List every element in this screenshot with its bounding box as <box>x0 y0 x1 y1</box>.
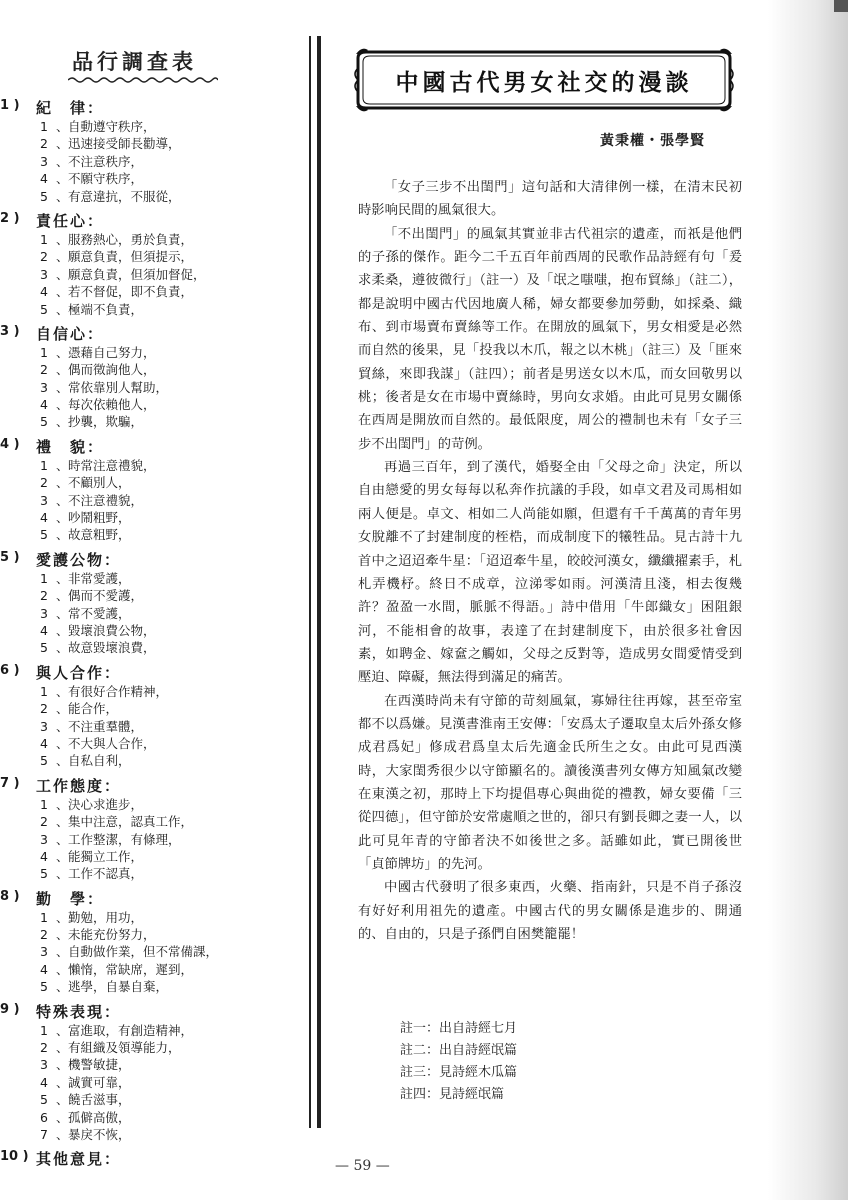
footnote: 註一：出自詩經七月 <box>400 1021 518 1036</box>
option-number: 4 <box>40 510 48 526</box>
option-number: 2 <box>40 814 48 830</box>
option-text: 勤勉，用功， <box>68 909 144 925</box>
option-text: 時常注意禮貌， <box>68 457 156 473</box>
option-text: 不大與人合作， <box>68 735 156 751</box>
section-label: 工作態度： <box>36 776 122 795</box>
option-text: 願意負責，但須加督促， <box>68 266 206 282</box>
option-number: 1 <box>40 344 48 360</box>
section-label: 勤 學： <box>36 889 105 908</box>
section-label: 紀 律： <box>36 99 105 117</box>
option-number: 3 <box>40 379 48 395</box>
section-number: 1 ) <box>0 98 20 113</box>
section-label: 與人合作： <box>36 663 122 682</box>
option-item: 3 、不注重羣體， <box>40 718 144 734</box>
option-number: 5 <box>40 866 48 882</box>
section-label: 其他意見： <box>36 1150 122 1169</box>
option-number: 3 <box>40 605 48 621</box>
option-text: 常不愛護， <box>68 605 131 621</box>
option-item: 4 、吵鬧粗野， <box>40 510 131 526</box>
option-number: 2 <box>40 249 48 265</box>
option-number: 2 <box>40 362 48 378</box>
option-item: 3 、不注意秩序， <box>40 153 144 169</box>
section-heading <box>0 887 305 909</box>
option-item: 2 、不顧別人， <box>40 475 131 491</box>
section-label: 責任心： <box>36 211 105 230</box>
page-edge-shadow <box>768 0 848 1200</box>
option-item: 1 、憑藉自己努力， <box>40 344 156 360</box>
option-text: 有意違抗，不服從， <box>68 188 181 204</box>
option-item: 1 、勤勉，用功， <box>40 909 144 925</box>
article-paragraph: 「女子三步不出閨門」這句話和大清律例一樣，在清末民初時影响民間的風氣很大。 <box>358 180 742 219</box>
option-text: 能獨立工作， <box>68 848 144 864</box>
option-item: 5 、有意違抗，不服從， <box>40 188 181 204</box>
section-number: 7 ) <box>0 775 20 791</box>
option-number: 2 <box>40 927 48 943</box>
option-item: 2 、偶而不愛護， <box>40 588 144 604</box>
option-item: 3 、常依靠別人幫助， <box>40 379 169 395</box>
section-heading <box>0 1147 305 1169</box>
option-number: 5 <box>40 753 48 769</box>
form-section <box>0 1147 305 1169</box>
option-number: 5 <box>40 640 48 656</box>
option-number: 5 <box>40 188 48 204</box>
option-number: 2 <box>40 588 48 604</box>
option-text: 有組織及領導能力， <box>68 1040 181 1056</box>
option-number: 3 <box>40 831 48 847</box>
option-number: 4 <box>40 171 48 187</box>
option-item: 7 、暴戾不恢， <box>40 1126 131 1142</box>
option-text: 誠實可靠， <box>68 1074 131 1090</box>
option-text: 未能充份努力， <box>68 927 156 943</box>
option-number: 2 <box>40 701 48 717</box>
option-text: 工作不認真， <box>68 866 144 882</box>
option-number: 3 <box>40 1057 48 1073</box>
option-number: 4 <box>40 622 48 638</box>
option-text: 抄襲，欺騙， <box>68 414 144 430</box>
option-number: 6 <box>40 1109 48 1125</box>
option-text: 憑藉自己努力， <box>68 344 156 360</box>
column-divider <box>309 36 311 1128</box>
option-text: 集中注意，認真工作， <box>68 814 194 830</box>
option-text: 自私自利， <box>68 753 131 769</box>
option-item: 5 、逃學，自暴自棄， <box>40 979 169 995</box>
article-paragraph: 中國古代發明了很多東西，火藥、指南針，只是不肖子孫沒有好好利用祖先的遺產。中國古代的男女關係是進步的、開通的、自由的，只是子孫們自困樊籠罷！ <box>358 880 742 942</box>
option-item: 3 、工作整潔，有條理， <box>40 831 181 847</box>
option-text: 不注意秩序， <box>68 153 144 169</box>
option-number: 3 <box>40 718 48 734</box>
form-section <box>0 548 305 657</box>
option-item: 4 、不大與人合作， <box>40 735 156 751</box>
option-text: 不注重羣體， <box>68 718 144 734</box>
form-section <box>0 774 305 883</box>
section-label: 禮 貌： <box>36 437 105 456</box>
option-text: 逃學，自暴自棄， <box>68 979 169 995</box>
option-text: 自動遵守秩序， <box>68 119 156 134</box>
option-text: 迅速接受師長勸導， <box>68 136 181 152</box>
option-item: 3 、自動做作業，但不常備課， <box>40 944 219 960</box>
option-number: 1 <box>40 231 48 247</box>
option-number: 5 <box>40 1092 48 1108</box>
option-item: 1 、決心求進步， <box>40 796 144 812</box>
form-section <box>0 887 305 996</box>
option-number: 5 <box>40 301 48 317</box>
option-item: 3 、機警敏捷， <box>40 1057 131 1073</box>
option-text: 若不督促，即不負責， <box>68 284 194 300</box>
option-number: 3 <box>40 266 48 282</box>
option-text: 不願守秩序， <box>68 171 144 187</box>
option-item: 3 、不注意禮貌， <box>40 492 144 508</box>
option-number: 1 <box>40 796 48 812</box>
option-item: 5 、抄襲，欺騙， <box>40 414 144 430</box>
option-text: 願意負責，但須提示， <box>68 249 194 265</box>
option-number: 2 <box>40 1040 48 1056</box>
option-item: 1 、自動遵守秩序， <box>40 119 156 134</box>
section-heading <box>0 661 305 683</box>
option-number: 1 <box>40 909 48 925</box>
option-item: 3 、常不愛護， <box>40 605 131 621</box>
section-number: 10 ) <box>0 1149 29 1165</box>
option-item: 5 、極端不負責， <box>40 301 144 317</box>
option-number: 1 <box>40 1022 48 1038</box>
option-text: 極端不負責， <box>68 301 144 317</box>
option-item: 2 、願意負責，但須提示， <box>40 249 194 265</box>
form-section <box>0 322 305 431</box>
form-sections <box>0 96 305 1173</box>
section-number: 2 ) <box>0 210 20 226</box>
option-item: 3 、願意負責，但須加督促， <box>40 266 206 282</box>
option-text: 孤僻高傲， <box>68 1109 131 1125</box>
page-edge-mark <box>834 0 848 12</box>
option-number: 5 <box>40 979 48 995</box>
footnote: 註二：出自詩經氓篇 <box>400 1043 518 1058</box>
option-text: 饒舌滋事， <box>68 1092 131 1108</box>
section-heading <box>0 322 305 344</box>
option-item: 1 、富進取，有創造精神， <box>40 1022 194 1038</box>
option-item: 2 、集中注意，認真工作， <box>40 814 194 830</box>
option-text: 偶而徵詢他人， <box>68 362 156 378</box>
option-text: 吵鬧粗野， <box>68 510 131 526</box>
option-number: 5 <box>40 414 48 430</box>
article-title: 中國古代男女社交的漫談 <box>395 70 693 96</box>
option-item: 4 、每次依賴他人， <box>40 397 156 413</box>
option-text: 故意毀壞浪費， <box>68 640 156 656</box>
option-item: 1 、有很好合作精神， <box>40 683 169 699</box>
column-divider-thick <box>317 36 321 1128</box>
option-text: 每次依賴他人， <box>68 397 156 413</box>
article-paragraph: 「不出閨門」的風氣其實並非古代祖宗的遺產，而祇是他們的子孫的傑作。距今二千五百年前西周的民歌作品詩經有句「爰求柔桑，遵彼微行」（註一）及「氓之嗤嗤，抱布貿絲」（註二），都是說明中國古代因地廣人稀，婦女都要參加勞動，如採桑、織布、到市場賣布賣絲等工作。在開放的風氣下，男女相愛是必然而自然的後果，見「投我以木爪，報之以木桃」（註三）及「匪來貿絲，來即我謀」（註四）；前者是男送女以木瓜，而女回敬男以桃；後者是女在市場中賣絲時，男向女求婚。由此可見男女關係在西周是開放而自然的。最低限度，周公的禮制也未有「女子三步不出閨門」的苛例。 <box>358 226 742 452</box>
option-number: 3 <box>40 153 48 169</box>
form-section <box>0 209 305 318</box>
option-number: 1 <box>40 683 48 699</box>
option-number: 4 <box>40 961 48 977</box>
article-body <box>358 176 742 946</box>
option-number: 2 <box>40 475 48 491</box>
option-item: 5 、故意粗野， <box>40 527 131 543</box>
option-text: 決心求進步， <box>68 796 144 812</box>
option-number: 2 <box>40 136 48 152</box>
section-heading <box>0 96 305 118</box>
wavy-underline <box>68 76 218 84</box>
option-number: 1 <box>40 570 48 586</box>
option-text: 常依靠別人幫助， <box>68 379 169 395</box>
option-text: 工作整潔，有條理， <box>68 831 181 847</box>
option-number: 1 <box>40 119 48 134</box>
section-number: 4 ) <box>0 436 20 452</box>
option-text: 非常愛護， <box>68 570 131 586</box>
section-number: 9 ) <box>0 1001 20 1017</box>
article-paragraph: 在西漢時尚未有守節的苛刻風氣，寡婦往往再嫁，甚至帝室都不以爲嫌。見漢書淮南王安傳：「安爲太子遷取皇太后外孫女修成君爲妃」修成君爲皇太后先適金氏所生之女。由此可見西漢時，大家閨秀很少以守節顯名的。讀後漢書列女傳方知風氣改變在東漢之初，那時上下均提倡專心與曲從的禮教，婦女要備「三從四德」，但守節於安常處順之世的，卻只有劉長卿之妻一人，以此可見年青的守節者決不如後世之多。話雖如此，實已開後世「貞節牌坊」的先河。 <box>358 693 742 872</box>
option-number: 5 <box>40 527 48 543</box>
option-number: 1 <box>40 457 48 473</box>
option-text: 懶惰，常缺席，遲到， <box>68 961 194 977</box>
article-paragraph: 再過三百年，到了漢代，婚娶全由「父母之命」決定，所以自由戀愛的男女每每以私奔作抗議的手段，如卓文君及司馬相如兩人便是。卓文、相如二人尚能如願，但還有千千萬萬的青年男女脫離不了封建制度的桎梏，而成制度下的犧牲品。見古詩十九首中之迢迢牽牛星：「迢迢牽牛星，皎皎河漢女，纖纖擢素手，札札弄機杼。終日不成章，泣涕零如雨。河漢清且淺，相去復幾許？盈盈一水間，脈脈不得語。」詩中借用「牛郎織女」困阻銀河，不能相會的故事，表達了在封建制度下，由於很多社會因素，如聘金、嫁奩之觸如，父母之反對等，造成男女間愛情受到壓迫、障礙，無法得到滿足的痛苦。 <box>358 460 742 686</box>
option-item: 5 、工作不認真， <box>40 866 144 882</box>
option-item: 5 、饒舌滋事， <box>40 1092 131 1108</box>
option-number: 3 <box>40 944 48 960</box>
option-number: 4 <box>40 397 48 413</box>
option-text: 能合作， <box>68 701 119 717</box>
option-text: 富進取，有創造精神， <box>68 1022 194 1038</box>
section-number: 6 ) <box>0 662 20 678</box>
option-item: 4 、若不督促，即不負責， <box>40 284 194 300</box>
section-heading <box>0 435 305 457</box>
option-text: 不顧別人， <box>68 475 131 491</box>
option-text: 暴戾不恢， <box>68 1126 131 1142</box>
option-item: 2 、有組織及領導能力， <box>40 1040 181 1056</box>
option-item: 4 、能獨立工作， <box>40 848 144 864</box>
option-text: 機警敏捷， <box>68 1057 131 1073</box>
option-item: 4 、毀壞浪費公物， <box>40 622 156 638</box>
option-item: 5 、故意毀壞浪費， <box>40 640 156 656</box>
form-section <box>0 435 305 544</box>
option-text: 毀壞浪費公物， <box>68 622 156 638</box>
option-number: 4 <box>40 284 48 300</box>
option-item: 2 、偶而徵詢他人， <box>40 362 156 378</box>
article-authors: 黃秉權・張學賢 <box>600 133 705 149</box>
footnote: 註四：見詩經氓篇 <box>400 1087 505 1102</box>
option-number: 4 <box>40 1074 48 1090</box>
option-text: 有很好合作精神， <box>68 683 169 699</box>
option-number: 4 <box>40 735 48 751</box>
option-number: 3 <box>40 492 48 508</box>
option-number: 4 <box>40 848 48 864</box>
option-item: 2 、未能充份努力， <box>40 927 156 943</box>
option-item: 5 、自私自利， <box>40 753 131 769</box>
form-section <box>0 661 305 770</box>
section-label: 自信心： <box>36 324 105 343</box>
form-section <box>0 1000 305 1144</box>
section-label: 愛護公物： <box>36 550 122 569</box>
option-text: 服務熱心，勇於負責， <box>68 231 194 247</box>
option-item: 1 、時常注意禮貌， <box>40 457 156 473</box>
option-text: 不注意禮貌， <box>68 492 144 508</box>
footnotes <box>400 1018 517 1106</box>
option-item: 4 、懶惰，常缺席，遲到， <box>40 961 194 977</box>
section-heading <box>0 774 305 796</box>
option-item: 4 、不願守秩序， <box>40 171 144 187</box>
page-number: — 59 — <box>335 1158 390 1174</box>
section-heading <box>0 1000 305 1022</box>
option-text: 故意粗野， <box>68 527 131 543</box>
section-heading <box>0 548 305 570</box>
option-item: 1 、非常愛護， <box>40 570 131 586</box>
form-title: 品行調查表 <box>72 50 197 74</box>
option-item: 1 、服務熱心，勇於負責， <box>40 231 194 247</box>
option-item: 2 、迅速接受師長勸導， <box>40 136 181 152</box>
section-heading <box>0 209 305 231</box>
option-text: 自動做作業，但不常備課， <box>68 944 219 960</box>
section-number: 5 ) <box>0 549 20 565</box>
section-number: 3 ) <box>0 323 20 339</box>
option-text: 偶而不愛護， <box>68 588 144 604</box>
option-item: 4 、誠實可靠， <box>40 1074 131 1090</box>
option-item: 2 、能合作， <box>40 701 119 717</box>
footnote: 註三：見詩經木瓜篇 <box>400 1065 518 1080</box>
option-number: 7 <box>40 1126 48 1142</box>
section-label: 特殊表現： <box>36 1002 122 1021</box>
form-section <box>0 96 305 205</box>
section-number: 8 ) <box>0 888 20 904</box>
article-title-frame <box>352 44 736 116</box>
option-item: 6 、孤僻高傲， <box>40 1109 131 1125</box>
